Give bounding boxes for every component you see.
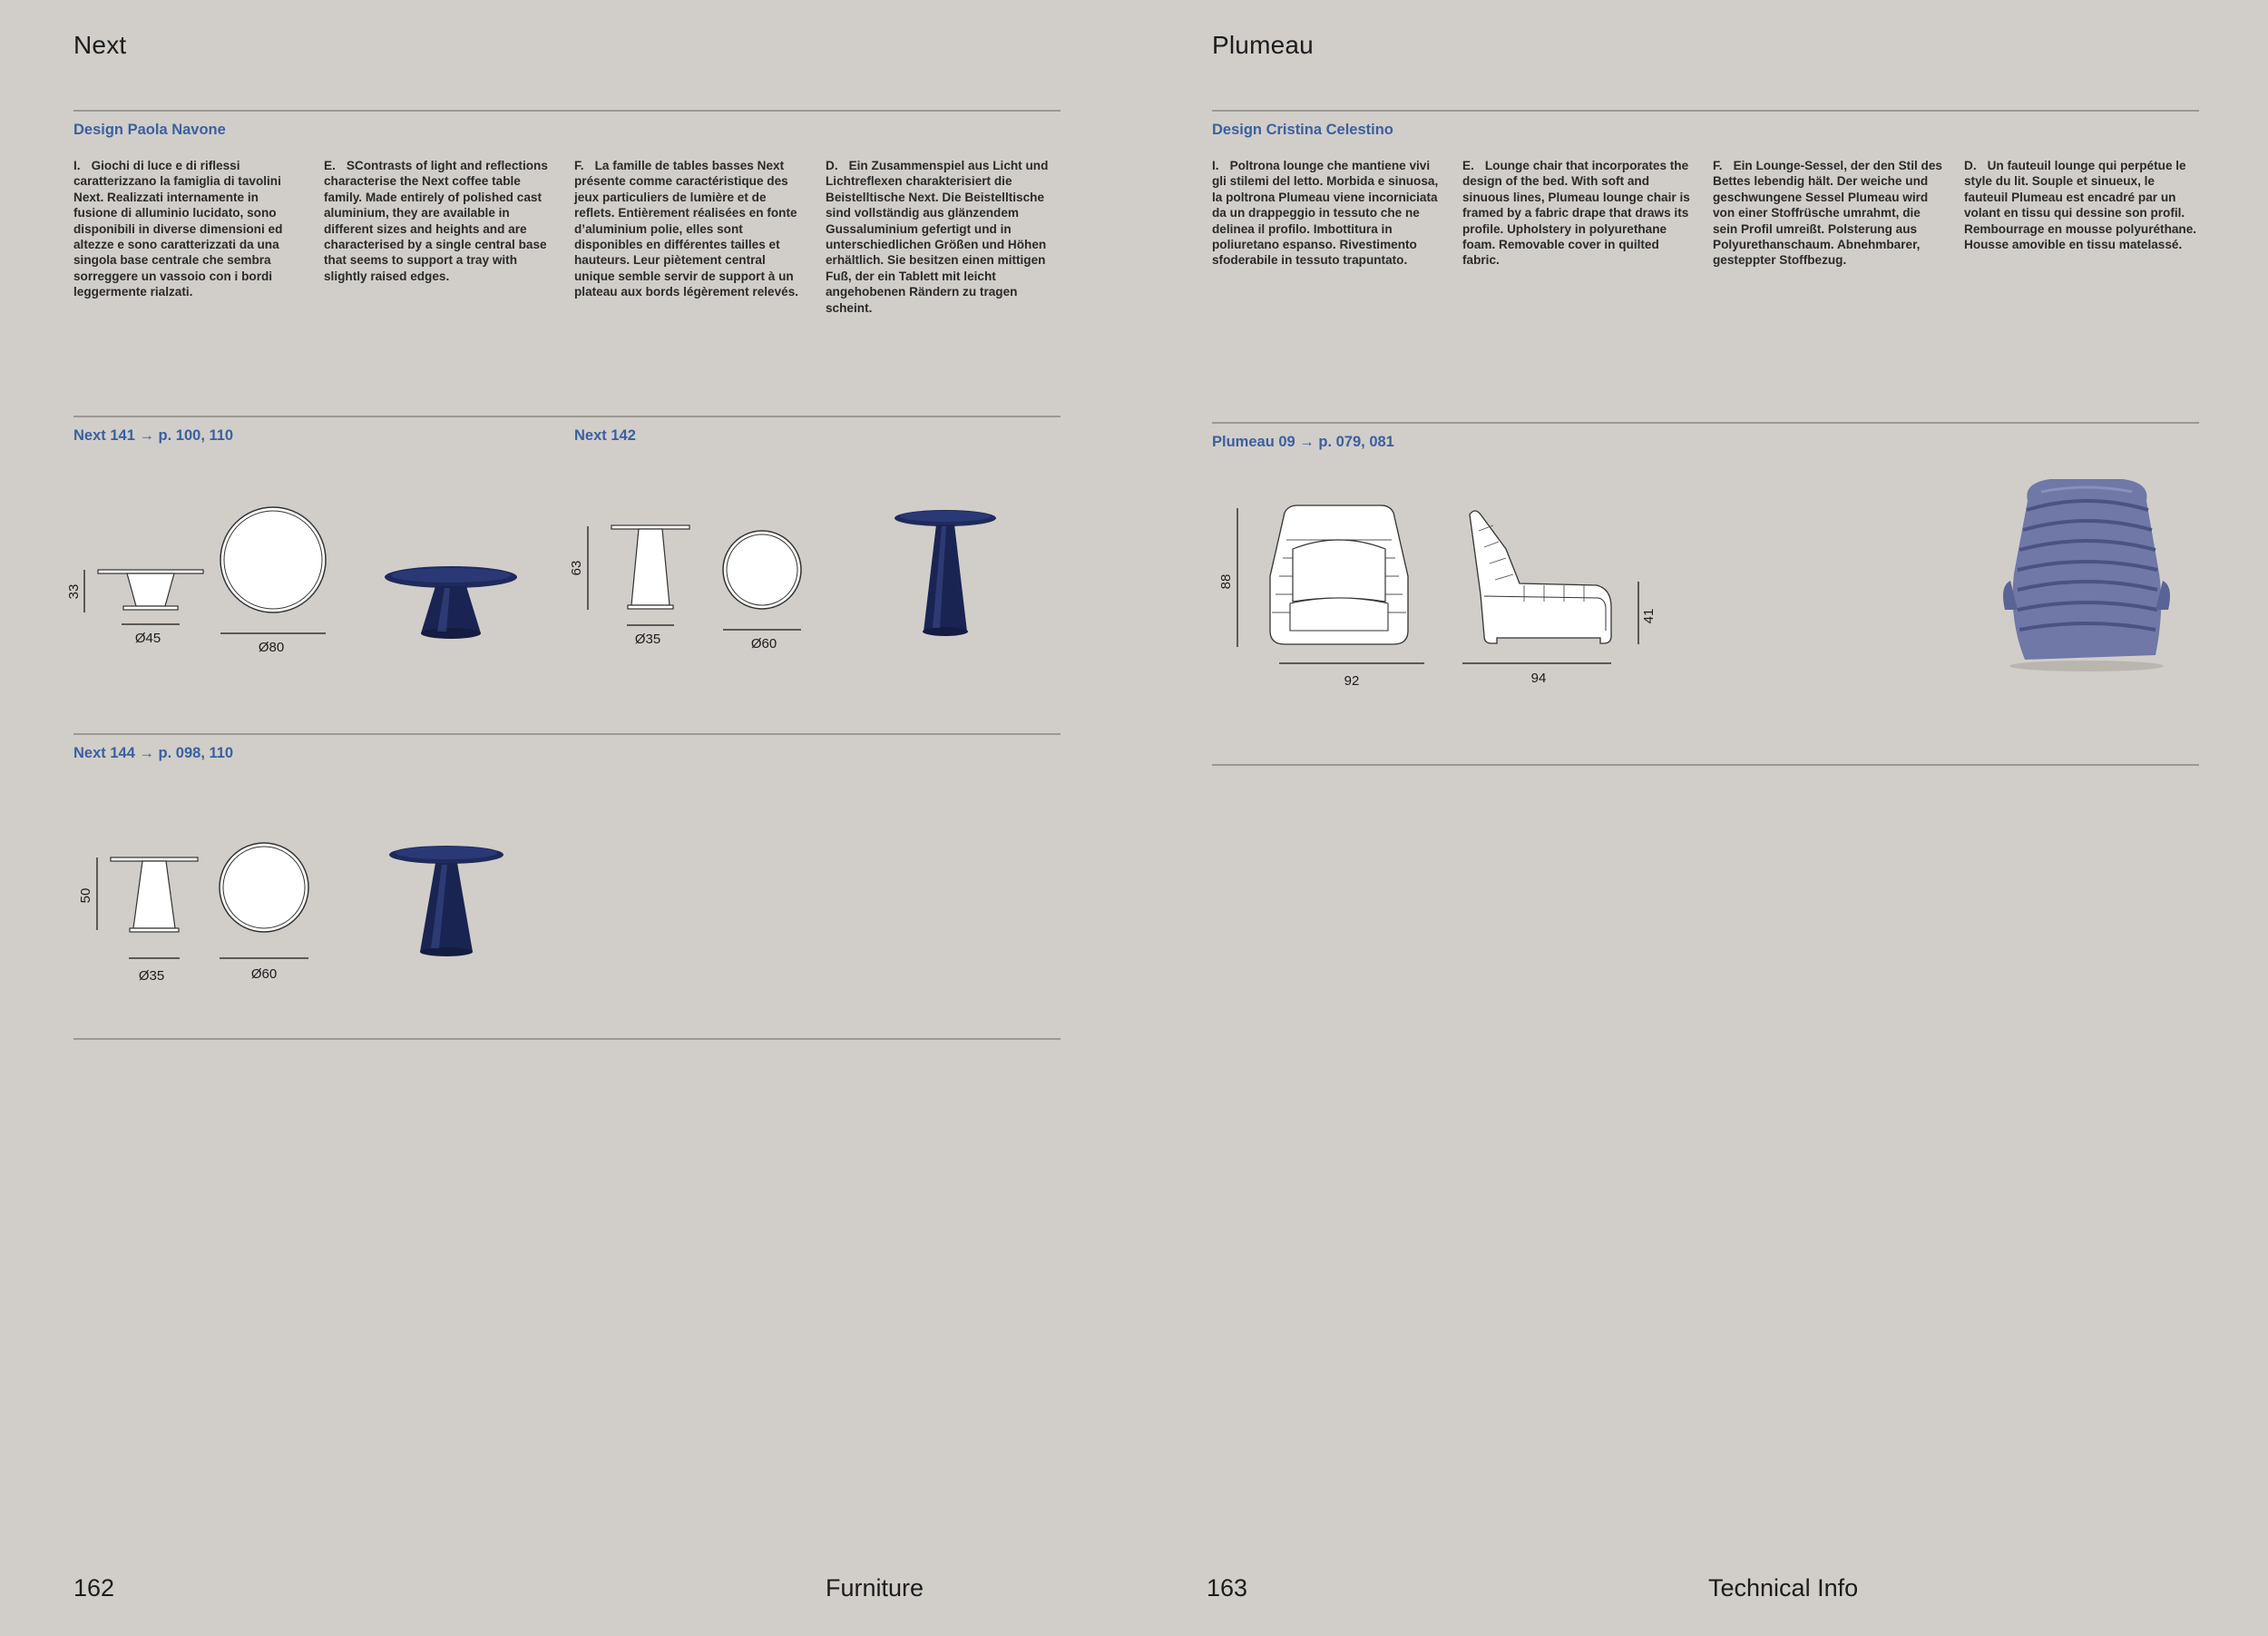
description-text: SContrasts of light and reflections characterise the Next coffee table family. Made entirely of polished cast aluminium, they are available in different sizes and heights and are characterised by a single central base that seems to support a tray with slightly raised edges.: [324, 159, 548, 283]
dimension-base-diameter: Ø35: [138, 968, 165, 984]
next-144-drawing: [68, 839, 331, 994]
page-title-next: Next: [73, 31, 127, 59]
divider: [1212, 764, 2199, 766]
description-text: Un fauteuil lounge qui perpétue le style du lit. Souple et sinueux, le fauteuil Plumeau est encadré par un volant en tissu qui dessine son profil. Rembourrage en mousse polyuréthane. Housse amovible en tissu matelassé.: [1964, 159, 2197, 252]
description-english: [324, 158, 552, 284]
description-italian: [1212, 158, 1442, 269]
description-text: Ein Zusammenspiel aus Licht und Lichtreflexen charakterisiert die Beistelltische Next. Die Beistelltische sind vollständig aus glänzendem Gussaluminium gefertigt und in unterschiedlichen Größen und Höhen erhältlich. Sie besitzen einen mittigen Fuß, der ein Tablett mit leicht angehobenen Rändern zu tragen scheint.: [826, 159, 1049, 315]
dimension-height: 88: [1218, 573, 1234, 590]
language-code: E.: [1462, 159, 1474, 172]
designer-credit: Design Paola Navone: [73, 122, 226, 138]
next-141-drawing: [64, 504, 372, 658]
dimension-top-diameter: Ø60: [250, 966, 278, 982]
description-french: [574, 158, 803, 300]
dimension-height: 63: [569, 560, 584, 576]
language-code: I.: [73, 159, 81, 172]
divider: [73, 733, 1061, 735]
dimension-depth: 94: [1530, 671, 1547, 686]
description-english: [1462, 158, 1693, 269]
language-code: I.: [1212, 159, 1219, 172]
page-title-plumeau: Plumeau: [1212, 31, 1314, 59]
divider: [73, 110, 1061, 112]
description-text: La famille de tables basses Next présente comme caractéristique des jeux particuliers de lumière et de reflets. Entièrement réalisées en fonte d’aluminium polie, elles sont disponibles en différentes tailles et hauteurs. Leur piètement central unique semble servir de support à un plateau aux bords légèrement relevés.: [574, 159, 799, 299]
divider: [1212, 110, 2199, 112]
section-label-furniture: Furniture: [826, 1574, 924, 1602]
description-text: Poltrona lounge che mantiene vivi gli stilemi del letto. Morbida e sinuosa, la poltrona Plumeau viene incorniciata da un drappeggio in tessuto che ne delinea il profilo. Imbottitura in poliuretano espanso. Rivestimento sfoderabile in tessuto trapuntato.: [1212, 159, 1439, 268]
next-142-drawing: [564, 508, 836, 662]
next-144-render: [386, 839, 513, 962]
language-code: E.: [324, 159, 336, 172]
page-number-right: 163: [1207, 1574, 1248, 1602]
divider: [73, 416, 1061, 417]
dimension-base-diameter: Ø45: [134, 631, 161, 646]
next-142-render: [889, 505, 998, 641]
description-german: [826, 158, 1054, 316]
language-code: F.: [1713, 159, 1723, 172]
language-code: F.: [574, 159, 584, 172]
description-text: Ein Lounge-Sessel, der den Stil des Bettes lebendig hält. Der weiche und geschwungene Sessel Plumeau wird von einer Stoffrüsche umrahmt, die sein Profil umreißt. Polsterung aus Polyurethanschaum. Abnehmbarer, gesteppter Stoffbezug.: [1713, 159, 1942, 268]
divider: [73, 1038, 1061, 1040]
description-text: Giochi di luce e di riflessi caratterizzano la famiglia di tavolini Next. Realizzati internamente in fusione di alluminio lucidato, sono disponibili in diverse dimensioni ed altezze e sono caratterizzati da una singola base centrale che sembra sorreggere un vassoio con i bordi leggermente rialzati.: [73, 159, 283, 299]
dimension-width: 92: [1344, 673, 1360, 689]
description-french: [1964, 158, 2200, 252]
product-label-next-142[interactable]: Next 142: [574, 427, 636, 444]
product-label-next-144[interactable]: Next 144 → p. 098, 110: [73, 745, 234, 761]
dimension-top-diameter: Ø80: [258, 640, 285, 655]
dimension-seat-height: 41: [1641, 608, 1657, 624]
product-label-next-141[interactable]: Next 141 → p. 100, 110: [73, 427, 234, 444]
language-code: D.: [1964, 159, 1977, 172]
dimension-top-diameter: Ø60: [750, 636, 777, 651]
description-italian: [73, 158, 302, 300]
divider: [1212, 422, 2199, 424]
plumeau-09-drawing: [1207, 495, 1678, 694]
dimension-height: 50: [78, 887, 93, 904]
description-german: [1713, 158, 1943, 269]
dimension-base-diameter: Ø35: [634, 632, 661, 647]
designer-credit: Design Cristina Celestino: [1212, 122, 1393, 138]
page-number-left: 162: [73, 1574, 115, 1602]
plumeau-09-render: [1987, 474, 2177, 673]
product-label-plumeau-09[interactable]: Plumeau 09 → p. 079, 081: [1212, 434, 1394, 450]
next-141-render: [381, 555, 526, 646]
description-text: Lounge chair that incorporates the design of the bed. With soft and sinuous lines, Plumeau lounge chair is framed by a fabric drape that draws its profile. Upholstery in polyurethane foam. Removable cover in quilted fabric.: [1462, 159, 1690, 268]
section-label-technical-info: Technical Info: [1708, 1574, 1859, 1602]
language-code: D.: [826, 159, 838, 172]
dimension-height: 33: [66, 583, 82, 600]
